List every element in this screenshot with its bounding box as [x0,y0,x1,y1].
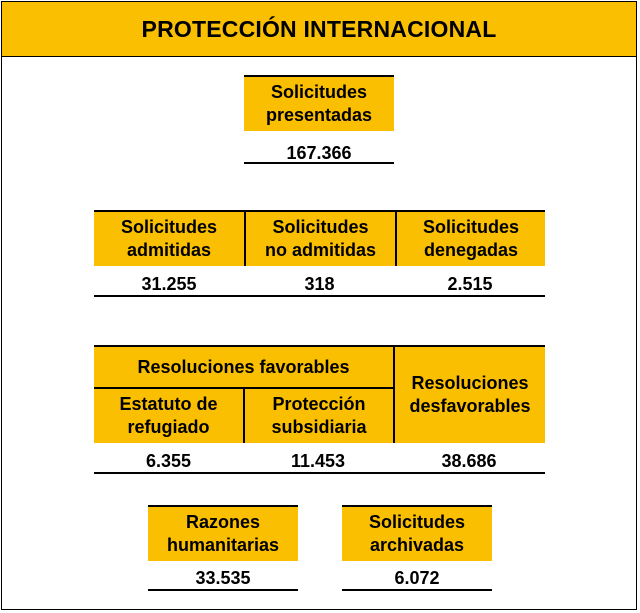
admitted-value: 31.255 [141,274,197,294]
not-admitted-value: 318 [304,274,335,294]
favorable-header: Resoluciones favorables [94,345,393,387]
denied-value: 2.515 [447,274,493,294]
subsidiary-label: Protección subsidiaria [243,387,393,443]
page-title: PROTECCIÓN INTERNACIONAL [1,1,637,57]
refugee-label: Estatuto de refugiado [94,387,243,443]
humanitarian-label: Razones humanitarias [148,505,298,561]
presented-label: Solicitudes presentadas [244,75,394,131]
archived-label: Solicitudes archivadas [342,505,492,561]
unfavorable-value: 38.686 [441,451,497,471]
humanitarian-value: 33.535 [148,567,298,591]
admitted-label: Solicitudes admitidas [94,210,244,266]
presented-value: 167.366 [244,142,394,164]
refugee-value: 6.355 [145,451,192,471]
not-admitted-label: Solicitudes no admitidas [244,210,395,266]
subsidiary-value: 11.453 [290,451,346,471]
archived-value: 6.072 [342,567,492,591]
denied-label: Solicitudes denegadas [395,210,545,266]
unfavorable-label: Resoluciones desfavorables [393,345,545,443]
